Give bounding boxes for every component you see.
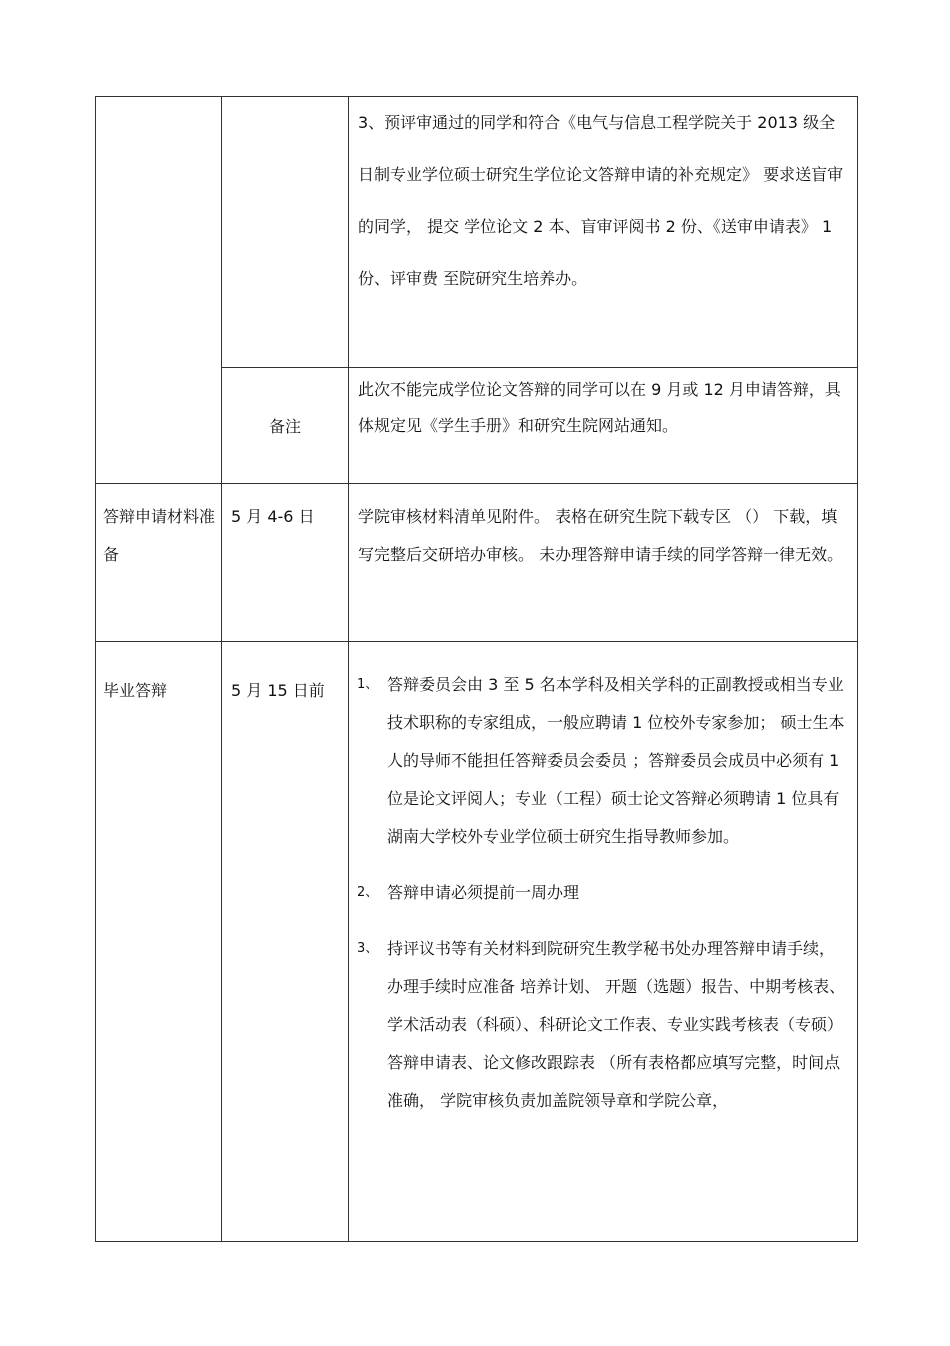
content-cell [349,642,858,1242]
table-row [96,642,858,1242]
content-text: 学院审核材料清单见附件。 表格在研究生院下载专区 （） 下载，填写完整后交研培办审核。 未办理答辩申请手续的同学答辩一律无效。 [358,507,844,564]
list-item-text: 持评议书等有关材料到院研究生教学秘书处办理答辩申请手续， 办理手续时应准备 培养计划、 开题（选题）报告、中期考核表、学术活动表（科硕）、科研论文工作表、专业实践考核表（专硕）答辩申请表、论文修改跟踪表 （所有表格都应填写完整，时间点准确， 学院审核负责加盖院领导章和学院公章， [387,939,846,1110]
stage-label: 答辩申请材料准备 [103,507,216,564]
content-cell [349,97,858,368]
content-cell [349,484,858,642]
requirement-list [349,642,857,1120]
list-item [357,874,849,912]
table-row [96,484,858,642]
date-cell [222,642,349,1242]
stage-cell [96,484,222,642]
stage-cell [96,642,222,1242]
list-item [357,930,849,1120]
list-item-text: 答辩申请必须提前一周办理 [387,883,580,902]
content-text: 3、预评审通过的同学和符合《电气与信息工程学院关于 2013 级全日制专业学位硕士研究生学位论文答辩申请的补充规定》 要求送盲审的同学， 提交 学位论文 2 本、盲审评阅书 2 份、《送审申请表》 1 份、评审费 至院研究生培养办。 [358,113,844,288]
stage-label: 毕业答辩 [103,681,168,700]
list-item-text: 答辩委员会由 3 至 5 名本学科及相关学科的正副教授或相当专业技术职称的专家组成，一般应聘请 1 位校外专家参加； 硕士生本人的导师不能担任答辩委员会委员 ；答辩委员会成员中必须有 1 位是论文评阅人；专业（工程）硕士论文答辩必须聘请 1 位具有湖南大学校外专业学位硕士研究生指导教师参加。 [387,675,845,846]
date-cell [222,484,349,642]
stage-cell-empty [96,97,222,484]
date-label: 5 月 15 日前 [231,681,325,700]
list-item-number: 2、 [357,885,379,900]
note-label: 备注 [268,417,301,436]
schedule-table [95,96,858,1242]
table-row [96,97,858,368]
list-item-number: 3、 [357,941,379,956]
list-item [357,666,849,856]
date-label: 5 月 4-6 日 [231,507,315,526]
date-cell-empty [222,97,349,368]
note-text: 此次不能完成学位论文答辩的同学可以在 9 月或 12 月申请答辩，具体规定见《学生手册》和研究生院网站通知。 [358,380,841,435]
note-label-cell [222,368,349,484]
list-item-number: 1、 [357,677,379,692]
note-content-cell [349,368,858,484]
